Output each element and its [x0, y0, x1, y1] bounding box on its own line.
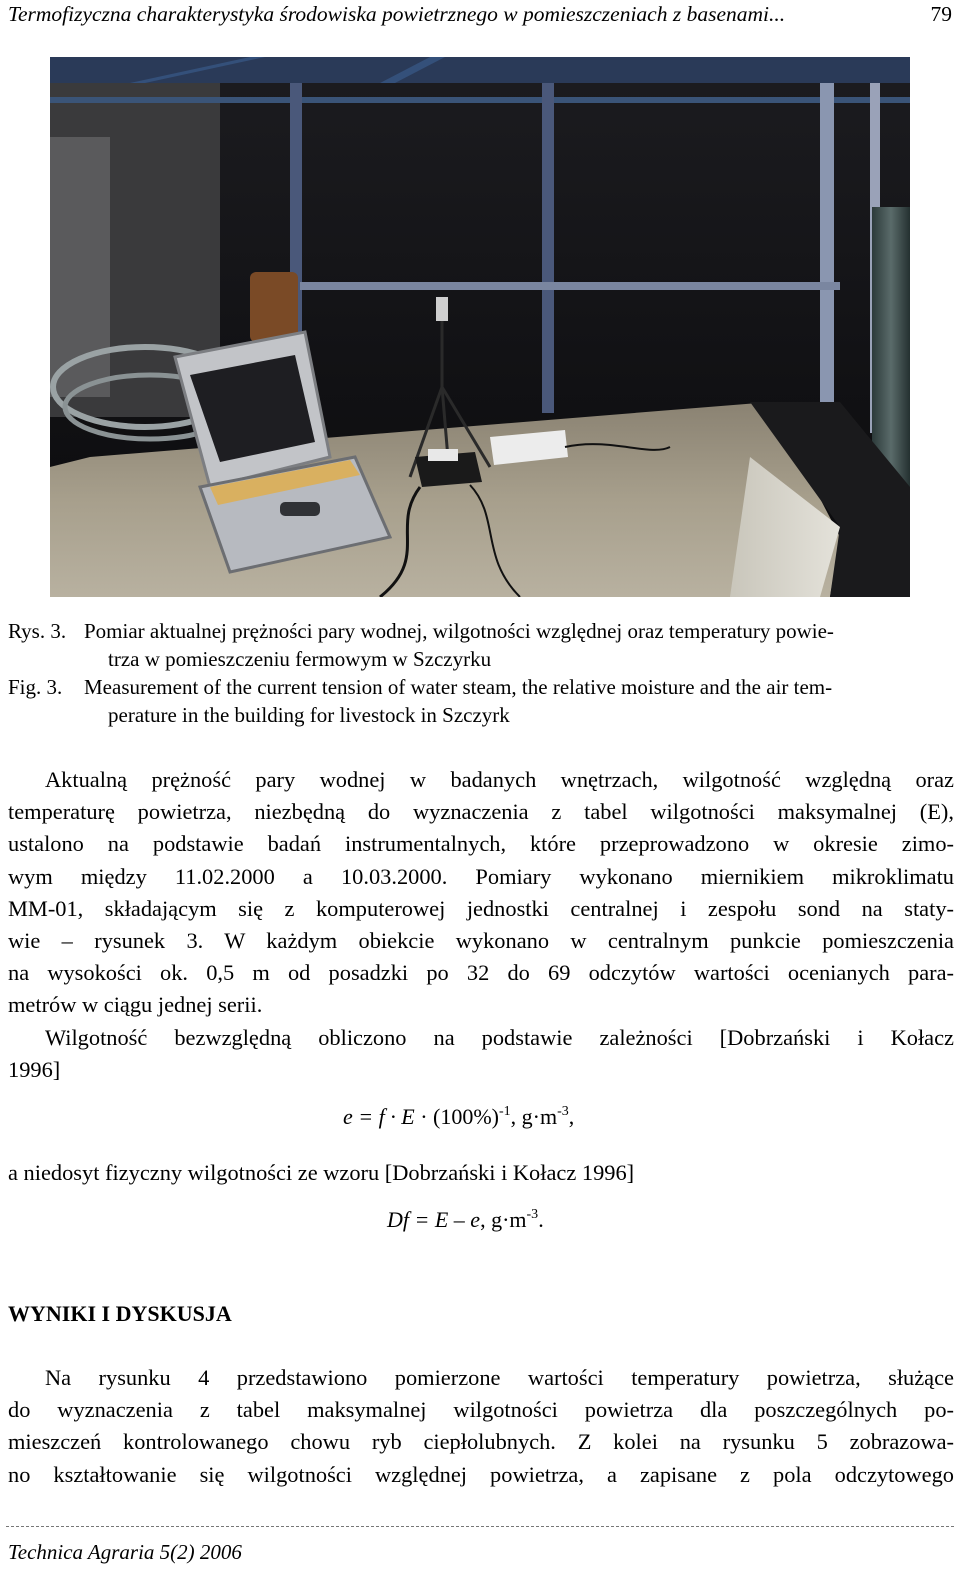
paragraph-line: Na rysunku 4 przedstawiono pomierzone wartości temperatury powietrza, służące	[45, 1365, 954, 1390]
formula-unit: , g·m	[510, 1104, 558, 1129]
paragraph-line: na wysokości ok. 0,5 m od posadzki po 32 do 69 odczytów wartości ocenianych para-	[8, 960, 954, 986]
footer-divider	[6, 1526, 954, 1527]
caption-pl	[0, 617, 960, 673]
paragraph-line: no kształtowanie się wilgotności względnej powietrza, a zapisane z pola odczytowego	[8, 1461, 954, 1487]
formula-var-Df: Df	[387, 1207, 409, 1232]
running-head-title: Termofizyczna charakterystyka środowiska powietrznego w pomieszczeniach z basenami...	[8, 2, 786, 26]
running-head	[8, 2, 952, 32]
paragraph-line: temperaturę powietrza, niezbędną do wyznaczenia z tabel wilgotności maksymalnej (E),	[8, 799, 954, 825]
caption-en-line-2: perature in the building for livestock in Szczyrk	[108, 703, 510, 727]
formula-exponent: -1	[499, 1104, 511, 1119]
paragraph-line: wie – rysunek 3. W każdym obiekcie wykonano w centralnym punkcie pomieszczenia	[8, 927, 954, 953]
formula-part: · (100%)	[420, 1104, 499, 1129]
paragraph-line: Wilgotność bezwzględną obliczono na podstawie zależności [Dobrzański i Kołacz	[45, 1025, 954, 1050]
paragraph-line: ustalono na podstawie badań instrumentalnych, które przeprowadzono w okresie zimo-	[8, 831, 954, 857]
formula-exponent: -3	[526, 1207, 539, 1222]
photo-illustration	[50, 57, 910, 597]
formula-saturation-deficit	[387, 1207, 544, 1233]
paragraph-1	[8, 764, 954, 1022]
caption-en-line-1: Measurement of the current tension of water steam, the relative moisture and the air tem-	[84, 675, 833, 699]
formula-part: = E –	[414, 1207, 465, 1232]
paragraph-line: a niedosyt fizyczny wilgotności ze wzoru [Dobrzański i Kołacz 1996]	[8, 1160, 635, 1185]
formula-unit: , g·m	[480, 1207, 527, 1232]
paragraph-3	[8, 1157, 954, 1189]
paragraph-line: metrów w ciągu jednej serii.	[8, 992, 263, 1018]
caption-pl-tag: Rys. 3.	[8, 619, 67, 643]
formula-var-e: e	[470, 1207, 481, 1232]
section-heading: WYNIKI I DYSKUSJA	[8, 1301, 232, 1326]
paragraph-2	[8, 1022, 954, 1086]
formula-end: ,	[568, 1104, 575, 1129]
caption-en-tag: Fig. 3.	[8, 675, 63, 699]
journal-footer: Technica Agraria 5(2) 2006	[8, 1540, 242, 1564]
paragraph-line: MM-01, składającym się z komputerowej jednostki centralnej i zespołu sond na staty-	[8, 895, 954, 921]
caption-pl-line-1: Pomiar aktualnej prężności pary wodnej, wilgotności względnej oraz temperatury powie-	[84, 619, 834, 643]
formula-part: = f ·	[358, 1104, 396, 1129]
formula-exponent: -3	[557, 1104, 569, 1119]
page-number: 79	[930, 2, 952, 26]
formula-var-e: e	[343, 1104, 353, 1129]
paragraph-line: 1996]	[8, 1057, 61, 1083]
paragraph-line: do wyznaczenia z tabel maksymalnej wilgotności powietrza dla poszczególnych po-	[8, 1397, 954, 1423]
paragraph-4	[8, 1362, 954, 1491]
paragraph-line: mieszczeń kontrolowanego chowu ryb ciepłolubnych. Z kolei na rysunku 5 zobrazowa-	[8, 1429, 954, 1455]
caption-en	[0, 673, 960, 729]
caption-pl-line-2: trza w pomieszczeniu fermowym w Szczyrku	[108, 647, 492, 671]
paragraph-line: wym między 11.02.2000 a 10.03.2000. Pomiary wykonano miernikiem mikroklimatu	[8, 863, 954, 889]
formula-absolute-humidity	[343, 1104, 574, 1130]
figure-photo	[50, 57, 910, 597]
formula-end: .	[538, 1207, 544, 1232]
paragraph-line: Aktualną prężność pary wodnej w badanych wnętrzach, wilgotność względną oraz	[45, 767, 954, 792]
formula-var-E: E	[401, 1104, 415, 1129]
